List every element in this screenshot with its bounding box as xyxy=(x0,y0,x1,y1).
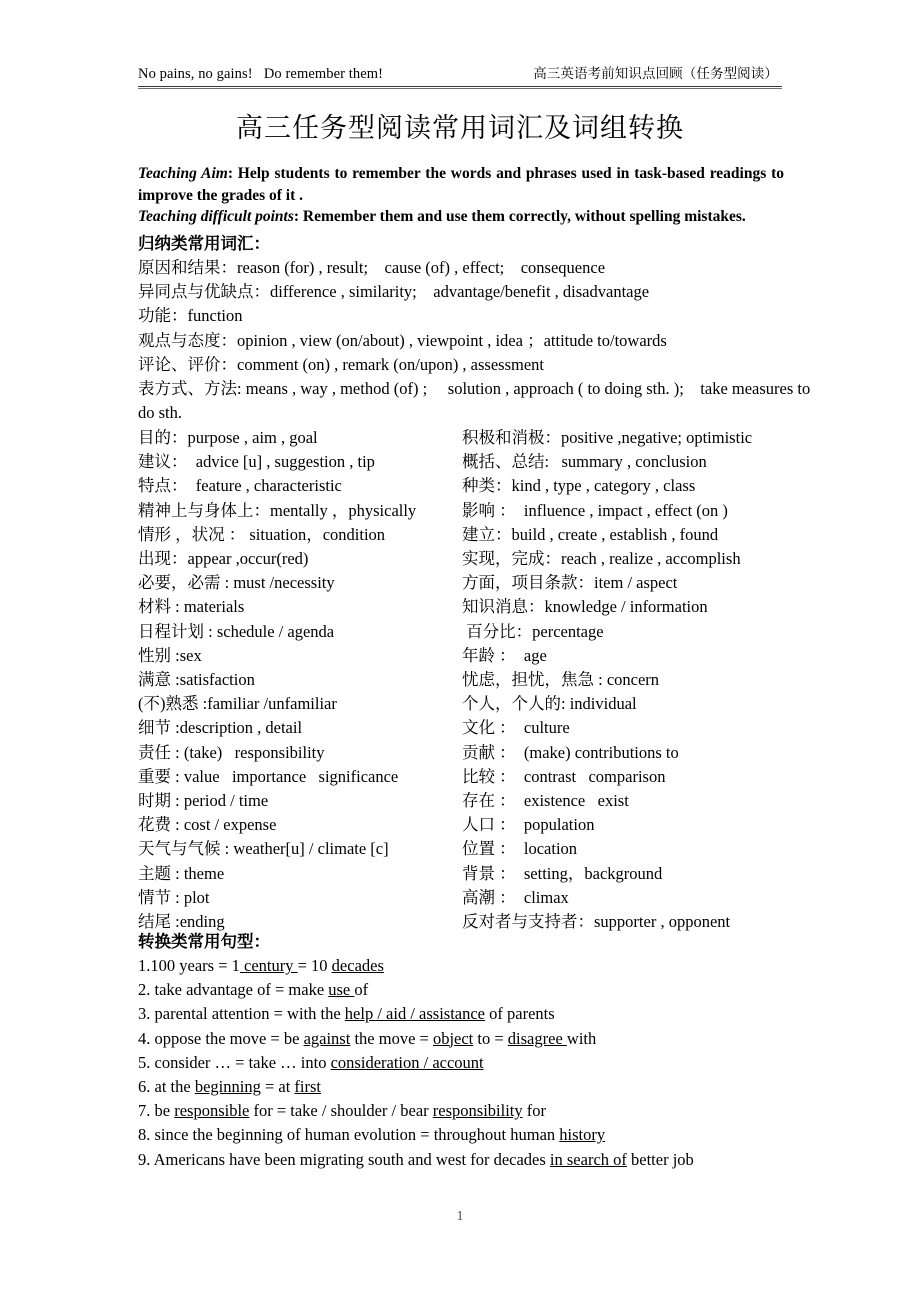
sentence-text: 2. take advantage of = make xyxy=(138,980,329,1000)
vocabulary-entry: 方面，项目条款：item / aspect xyxy=(462,573,678,593)
sentence-text: 7. be xyxy=(138,1101,175,1121)
vocabulary-entry: 概括、总结: summary , conclusion xyxy=(462,452,707,472)
vocabulary-intro-section xyxy=(138,232,818,425)
vocabulary-entry: 细节 :description , detail xyxy=(138,718,303,738)
transformation-sentence xyxy=(138,1075,838,1099)
sentence-text: of xyxy=(354,980,369,1000)
vocabulary-entry: 位置 ： location xyxy=(462,839,578,859)
vocabulary-entry: 性别 :sex xyxy=(138,645,202,665)
underlined-phrase: responsibility xyxy=(432,1101,523,1121)
vocabulary-entry: 必要，必需 : must /necessity xyxy=(138,573,335,593)
underlined-phrase: century xyxy=(239,956,298,975)
vocabulary-left-column xyxy=(138,426,462,934)
transformation-sentence xyxy=(138,1123,838,1147)
sentence-text: to = xyxy=(473,1028,508,1048)
header-left-text: No pains, no gains! Do remember them! xyxy=(138,66,384,82)
vocabulary-entry: 评论、评价：comment (on) , remark (on/upon) , assessment xyxy=(138,354,545,374)
teaching-difficult-points-label: Teaching difficult points xyxy=(138,208,294,225)
transformation-sentence xyxy=(138,1002,838,1026)
vocabulary-entry: 责任 : (take) responsibility xyxy=(138,742,325,762)
vocabulary-entry: 贡献 ： (make) contributions to xyxy=(462,742,679,762)
vocabulary-entry: 背景 ： setting，background xyxy=(462,863,663,883)
underlined-phrase: history xyxy=(559,1125,606,1145)
transformation-section xyxy=(138,930,838,1172)
transformation-sentence-list xyxy=(138,954,838,1172)
underlined-phrase: disagree xyxy=(507,1028,567,1048)
vocabulary-entry: 影响 ： influence , impact , effect (on ) xyxy=(462,500,728,520)
vocabulary-entry: 观点与态度：opinion , view (on/about) , viewpoint , idea ；attitude to/towards xyxy=(138,330,667,350)
sentence-text: better job xyxy=(626,1149,694,1169)
vocabulary-entry: 百分比：percentage xyxy=(462,621,604,641)
vocabulary-entry: 花费 : cost / expense xyxy=(138,815,277,835)
vocabulary-entry: 目的：purpose , aim , goal xyxy=(138,428,318,447)
transformation-sentence xyxy=(138,1027,838,1051)
vocabulary-entry: 情形 ，状况 ： situation，condition xyxy=(138,524,386,544)
vocabulary-two-column-region xyxy=(138,426,838,934)
transformation-sentence xyxy=(138,954,838,978)
vocabulary-entry: 建立：build , create , establish , found xyxy=(462,524,719,544)
vocabulary-full-width-list xyxy=(138,256,818,425)
vocabulary-entry: 文化 ： culture xyxy=(462,718,570,738)
underlined-phrase: against xyxy=(303,1028,351,1048)
page-number: 1 xyxy=(456,1208,464,1223)
sentence-text: 4. oppose the move = be xyxy=(138,1028,304,1048)
sentence-text: for xyxy=(522,1101,546,1121)
transformation-sentence xyxy=(138,1099,838,1123)
vocabulary-entry: 功能：function xyxy=(138,306,243,326)
underlined-phrase: object xyxy=(432,1028,474,1048)
vocabulary-entry: 特点： feature , characteristic xyxy=(138,476,342,496)
underlined-phrase: responsible xyxy=(174,1101,250,1121)
sentence-text: the move = xyxy=(350,1028,433,1048)
transformation-sentence xyxy=(138,1148,838,1172)
vocabulary-entry: 异同点与优缺点：difference , similarity; advantage/benefit , disadvantage xyxy=(138,282,650,302)
transformation-section-heading: 转换类常用句型： xyxy=(138,932,270,951)
teaching-aim-text: : Help students to remember the words and phrases used in task-based readings to improve the grades of it . xyxy=(138,165,784,204)
vocabulary-entry: 重要 : value importance significance xyxy=(138,766,399,786)
transformation-sentence xyxy=(138,978,838,1002)
vocabulary-entry: 天气与气候 : weather[u] / climate [c] xyxy=(138,839,389,859)
underlined-phrase: help / aid / assistance xyxy=(344,1004,486,1024)
vocabulary-entry: 积极和消极：positive ,negative; optimistic xyxy=(462,428,753,447)
vocabulary-entry: 高潮 ： climax xyxy=(462,887,569,907)
sentence-text: 6. at the xyxy=(138,1077,195,1097)
vocabulary-entry: 结尾 :ending xyxy=(138,912,225,932)
sentence-text: 3. parental attention = with the xyxy=(138,1004,345,1024)
vocabulary-section-heading: 归纳类常用词汇： xyxy=(138,234,270,253)
vocabulary-entry: 情节 : plot xyxy=(138,887,210,907)
teaching-aims-block xyxy=(138,163,784,228)
vocabulary-entry: 时期 : period / time xyxy=(138,791,269,811)
sentence-text: of parents xyxy=(485,1004,555,1024)
vocabulary-entry: 年龄 ： age xyxy=(462,645,547,665)
vocabulary-entry: 建议： advice [u] , suggestion , tip xyxy=(138,452,375,472)
vocabulary-entry: 人口 ： population xyxy=(462,815,595,835)
teaching-difficult-points-text: : Remember them and use them correctly, without spelling mistakes. xyxy=(293,208,746,225)
running-header xyxy=(138,62,782,83)
sentence-text: 1.100 years = 1 xyxy=(138,956,240,975)
teaching-aim-line xyxy=(138,163,784,206)
vocabulary-entry: 个人，个人的: individual xyxy=(462,694,637,714)
sentence-text: for = take / shoulder / bear xyxy=(249,1101,433,1121)
sentence-text: 9. Americans have been migrating south and west for decades xyxy=(138,1149,550,1169)
sentence-text: = 10 xyxy=(297,956,332,975)
vocabulary-entry: 忧虑，担忧，焦急 : concern xyxy=(462,670,660,690)
vocabulary-entry: 满意 :satisfaction xyxy=(138,670,255,690)
vocabulary-entry: 材料 : materials xyxy=(138,597,245,617)
vocabulary-entry: 存在 ： existence exist xyxy=(462,791,629,811)
vocabulary-entry: 反对者与支持者：supporter , opponent xyxy=(462,912,731,932)
vocabulary-right-column xyxy=(462,426,838,934)
vocabulary-entry: 出现：appear ,occur(red) xyxy=(138,549,309,569)
vocabulary-entry: 精神上与身体上：mentally ，physically xyxy=(138,500,417,520)
transformation-sentence xyxy=(138,1051,838,1075)
sentence-text: with xyxy=(566,1028,597,1048)
vocabulary-entry: 实现，完成：reach , realize , accomplish xyxy=(462,549,741,569)
underlined-phrase: consideration / account xyxy=(330,1052,484,1072)
sentence-text: 8. since the beginning of human evolution = throughout human xyxy=(138,1125,560,1145)
vocabulary-entry: 种类：kind , type , category , class xyxy=(462,476,696,496)
vocabulary-entry: 原因和结果：reason (for) , result; cause (of) , effect; consequence xyxy=(138,258,606,277)
sentence-text: = at xyxy=(260,1077,295,1097)
underlined-phrase: first xyxy=(294,1077,322,1097)
page-title: 高三任务型阅读常用词汇及词组转换 xyxy=(236,113,684,144)
vocabulary-entry: 表方式、方法: means , way , method (of) ; solution , approach ( to doing sth. ); take measures to do sth. xyxy=(138,379,815,423)
underlined-phrase: in search of xyxy=(549,1149,627,1169)
teaching-difficult-points-line xyxy=(138,206,784,228)
underlined-phrase: use xyxy=(328,980,355,1000)
header-rule-divider xyxy=(138,86,782,89)
vocabulary-entry: 比较 ： contrast comparison xyxy=(462,766,666,786)
vocabulary-entry: (不)熟悉 :familiar /unfamiliar xyxy=(138,694,337,714)
underlined-phrase: decades xyxy=(331,956,384,975)
underlined-phrase: beginning xyxy=(194,1077,261,1097)
teaching-aim-label: Teaching Aim xyxy=(138,165,228,182)
vocabulary-entry: 主题 : theme xyxy=(138,863,225,883)
sentence-text: 5. consider … = take … into xyxy=(138,1052,331,1072)
vocabulary-entry: 日程计划 : schedule / agenda xyxy=(138,621,335,641)
vocabulary-entry: 知识消息：knowledge / information xyxy=(462,597,708,617)
header-right-text: 高三英语考前知识点回顾（任务型阅读） xyxy=(533,66,778,82)
